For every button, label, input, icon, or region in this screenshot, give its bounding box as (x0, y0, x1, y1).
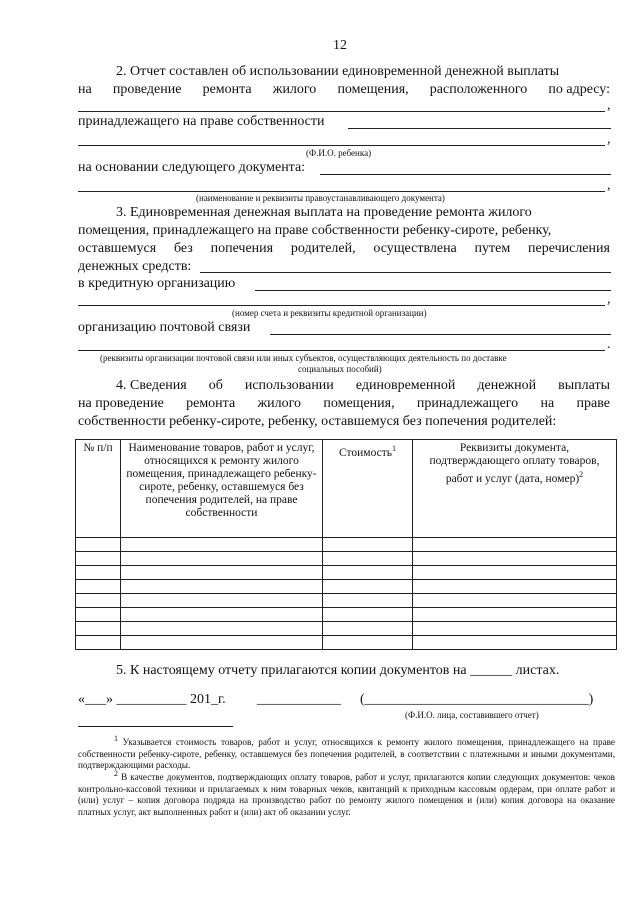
word: использовании (244, 378, 334, 393)
footnote-text: Указывается стоимость товаров, работ и услуг, относящихся к ремонту жилого помещения, принадлежащего на праве собственности ребенку-сироте, ребенку, оставшемуся без попечения родителей, в соответствии с платежными и иными документами, подтверждающими расходы. (78, 737, 616, 771)
word: проведение (112, 82, 182, 97)
word: ремонта (202, 82, 252, 97)
date-line (78, 692, 226, 708)
bank-blank-line[interactable] (255, 290, 611, 291)
fio-blank[interactable]: ________________________________ (364, 692, 589, 707)
word: без (173, 241, 193, 256)
word: помещения, (337, 82, 409, 97)
date-day-blank[interactable]: «___» (78, 692, 113, 707)
section-3-line-1: 3. Единовременная денежная выплата на проведение ремонта жилого (116, 205, 532, 220)
fio-child-caption: (Ф.И.О. ребенка) (306, 148, 372, 158)
section-3-line-4: денежных средств: (78, 259, 192, 274)
table-row[interactable] (76, 566, 617, 580)
date-month-blank[interactable]: __________ (116, 692, 187, 707)
post-blank-line-2[interactable] (78, 350, 605, 351)
bank-caption: (номер счета и реквизиты кредитной организации) (232, 308, 427, 318)
word: на проведение (78, 396, 164, 411)
table-row[interactable] (76, 608, 617, 622)
word: оставшемуся (78, 241, 157, 256)
word: помещения, (323, 396, 395, 411)
section-2-line-2 (78, 82, 610, 98)
bank-comma: , (607, 292, 611, 307)
header-docs: Реквизиты документа, подтверждающего оплату товаров, работ и услуг (дата, номер)$^2$ (413, 440, 617, 538)
word: родителей, (290, 241, 356, 256)
word: праве (576, 396, 610, 411)
header-cost: Стоимость$^1$ (323, 440, 413, 538)
header-name: Наименование товаров, работ и услуг, относящихся к ремонту жилого помещения, принадлежащего ребенку-сироте, ребенку, оставшемуся без попечения родителей, на праве собственности (121, 440, 323, 538)
owner-comma: , (607, 132, 611, 147)
word: на (540, 396, 555, 411)
section-4-line-2 (78, 396, 610, 412)
footnote-2 (78, 768, 615, 818)
signature-blank[interactable]: ____________ (257, 692, 341, 707)
basis-comma: , (607, 178, 611, 193)
owner-blank-line-2[interactable] (78, 145, 605, 146)
table-row[interactable] (76, 552, 617, 566)
expenses-table (75, 439, 617, 650)
section-2-line-1: 2. Отчет составлен об использовании единовременной денежной выплаты (116, 64, 560, 79)
word: выплаты (558, 378, 610, 393)
footnote-ref-2: 2 (579, 470, 584, 479)
owner-blank-line[interactable] (348, 128, 611, 129)
word: попечения (210, 241, 274, 256)
word: расположенного (429, 82, 528, 97)
bank-label: в кредитную организацию (78, 276, 236, 291)
document-caption: (наименование и реквизиты правоустанавливающего документа) (196, 193, 445, 203)
footnote-mark: 2 (114, 769, 118, 778)
word: об (208, 378, 223, 393)
table-row[interactable] (76, 538, 617, 552)
fio-field: (________________________________) (360, 692, 594, 707)
footnote-mark: 1 (114, 734, 118, 743)
page-number: 12 (333, 38, 347, 53)
footnote-separator (78, 726, 233, 727)
footnote-ref-1: 1 (392, 444, 396, 453)
fio-author-caption: (Ф.И.О. лица, составившего отчет) (405, 710, 539, 720)
funds-blank-line[interactable] (200, 272, 611, 273)
table-row[interactable] (76, 636, 617, 650)
section-5-line (116, 663, 559, 679)
section-3-line-3 (78, 241, 610, 257)
post-blank-line[interactable] (270, 334, 611, 335)
basis-blank-line[interactable] (320, 174, 611, 175)
word: путем (474, 241, 511, 256)
word: принадлежащего (416, 396, 519, 411)
word: жилого (272, 82, 317, 97)
attachments-text: 5. К настоящему отчету прилагаются копии документов на (116, 663, 467, 678)
section-4-line-1 (116, 378, 610, 394)
word: на (78, 82, 92, 97)
word: по адресу: (548, 82, 610, 97)
bank-blank-line-2[interactable] (78, 305, 605, 306)
post-caption-1: (реквизиты организации почтовой связи или иных субъектов, осуществляющих деятельность по доставке (100, 353, 507, 363)
word: жилого (257, 396, 302, 411)
word: 4. Сведения (116, 378, 187, 393)
basis-label: на основании следующего документа: (78, 160, 306, 175)
footnote-1 (78, 733, 615, 772)
section-3-line-2: помещения, принадлежащего на праве собственности ребенку-сироте, ребенку, (78, 223, 552, 238)
word: осуществлена (373, 241, 457, 256)
attachments-count-blank[interactable]: ______ (470, 663, 513, 678)
word: перечисления (528, 241, 610, 256)
word: единовременной (355, 378, 456, 393)
date-year: 201_г. (190, 692, 226, 707)
section-4-line-3: собственности ребенку-сироте, ребенку, оставшемуся без попечения родителей: (78, 414, 557, 429)
word: ремонта (186, 396, 236, 411)
post-label: организацию почтовой связи (78, 320, 251, 335)
owner-label: принадлежащего на праве собственности (78, 114, 325, 129)
address-comma: , (607, 98, 611, 113)
post-caption-2: социальных пособий) (298, 364, 382, 374)
basis-blank-line-2[interactable] (78, 191, 605, 192)
address-blank-line[interactable] (78, 111, 605, 112)
footnote-text: В качестве документов, подтверждающих оплату товаров, работ и услуг, прилагаются копии следующих документов: чеков контрольно-кассовой техники и прилагаемых к ним товарных чеков, квитанций к приходным кассовым ордерам, при оплате работ и (или) услуг – копия договора подряда на производство работ по ремонту жилого помещения и (или) копия договора на оказание платных услуг, акт выполненных работ и (или) акт об оказании услуг. (78, 772, 616, 817)
attachments-suffix: листах. (515, 663, 560, 678)
header-num: № п/п (76, 440, 121, 538)
table-row[interactable] (76, 594, 617, 608)
table-header-row (76, 440, 617, 538)
table-row[interactable] (76, 580, 617, 594)
word: денежной (477, 378, 537, 393)
post-period: . (607, 337, 611, 352)
table-row[interactable] (76, 622, 617, 636)
